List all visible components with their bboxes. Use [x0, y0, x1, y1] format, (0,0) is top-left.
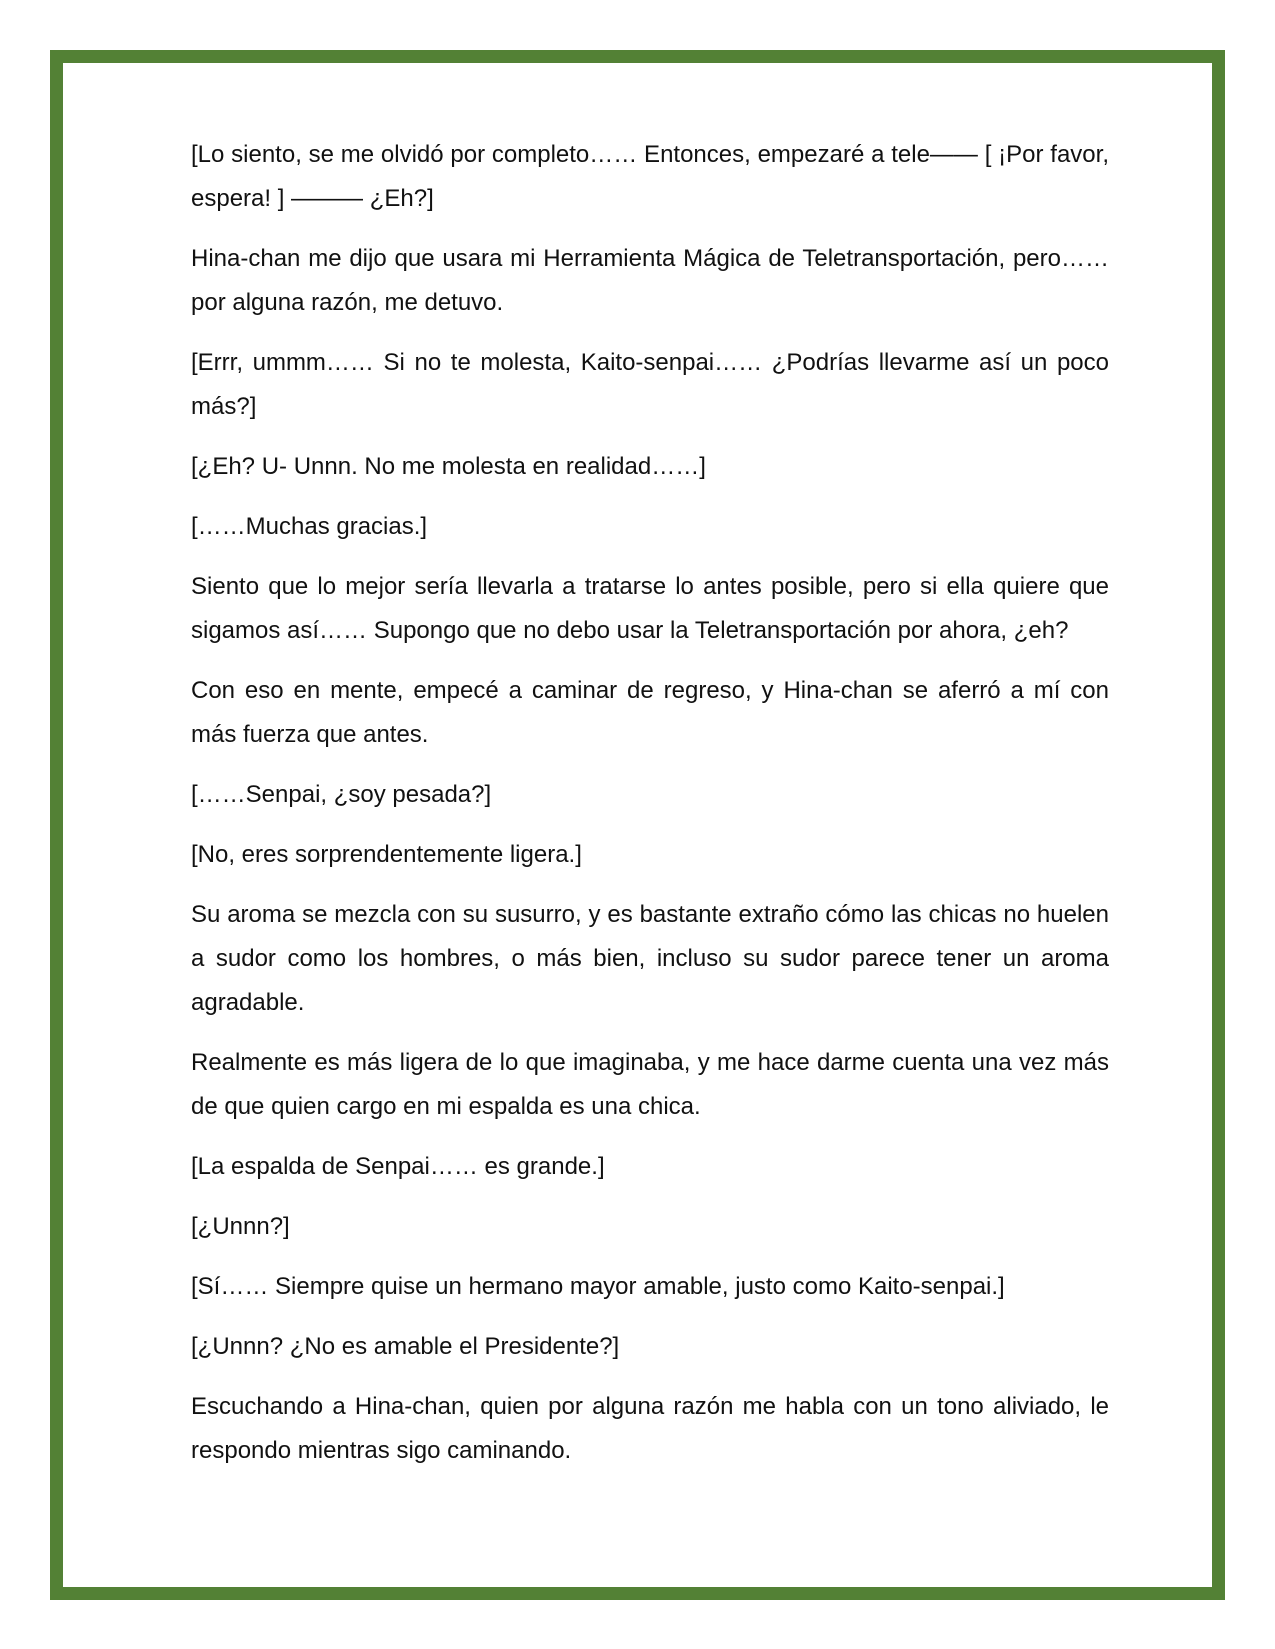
paragraph: Su aroma se mezcla con su susurro, y es bastante extraño cómo las chicas no huelen a sudor como los hombres, o más bien, incluso su sudor parece tener un aroma agradable. [191, 901, 1109, 1016]
paragraph: [……Muchas gracias.] [191, 513, 428, 540]
paragraph: [¿Eh? U- Unnn. No me molesta en realidad……] [191, 453, 706, 480]
paragraph: [Lo siento, se me olvidó por completo…… Entonces, empezaré a tele—— [ ¡Por favor, espera! ] ——— ¿Eh?] [191, 141, 1109, 212]
paragraph: [Sí…… Siempre quise un hermano mayor amable, justo como Kaito-senpai.] [191, 1273, 1005, 1300]
paragraph: [Errr, ummm…… Si no te molesta, Kaito-senpai…… ¿Podrías llevarme así un poco más?] [191, 349, 1109, 420]
paragraph: [¿Unnn?] [191, 1213, 290, 1240]
paragraph: Siento que lo mejor sería llevarla a tratarse lo antes posible, pero si ella quiere que sigamos así…… Supongo que no debo usar la Teletransportación por ahora, ¿eh? [191, 573, 1109, 644]
paragraph: Escuchando a Hina-chan, quien por alguna razón me habla con un tono aliviado, le respondo mientras sigo caminando. [191, 1393, 1109, 1464]
page-border [50, 50, 1225, 1600]
document-body [191, 133, 1109, 1489]
paragraph: Hina-chan me dijo que usara mi Herramienta Mágica de Teletransportación, pero…… por alguna razón, me detuvo. [191, 245, 1109, 316]
paragraph: [……Senpai, ¿soy pesada?] [191, 781, 492, 808]
paragraph: [¿Unnn? ¿No es amable el Presidente?] [191, 1333, 620, 1360]
paragraph: Con eso en mente, empecé a caminar de regreso, y Hina-chan se aferró a mí con más fuerza que antes. [191, 677, 1109, 748]
paragraph: Realmente es más ligera de lo que imaginaba, y me hace darme cuenta una vez más de que quien cargo en mi espalda es una chica. [191, 1049, 1109, 1120]
paragraph: [La espalda de Senpai…… es grande.] [191, 1153, 605, 1180]
paragraph: [No, eres sorprendentemente ligera.] [191, 841, 582, 868]
